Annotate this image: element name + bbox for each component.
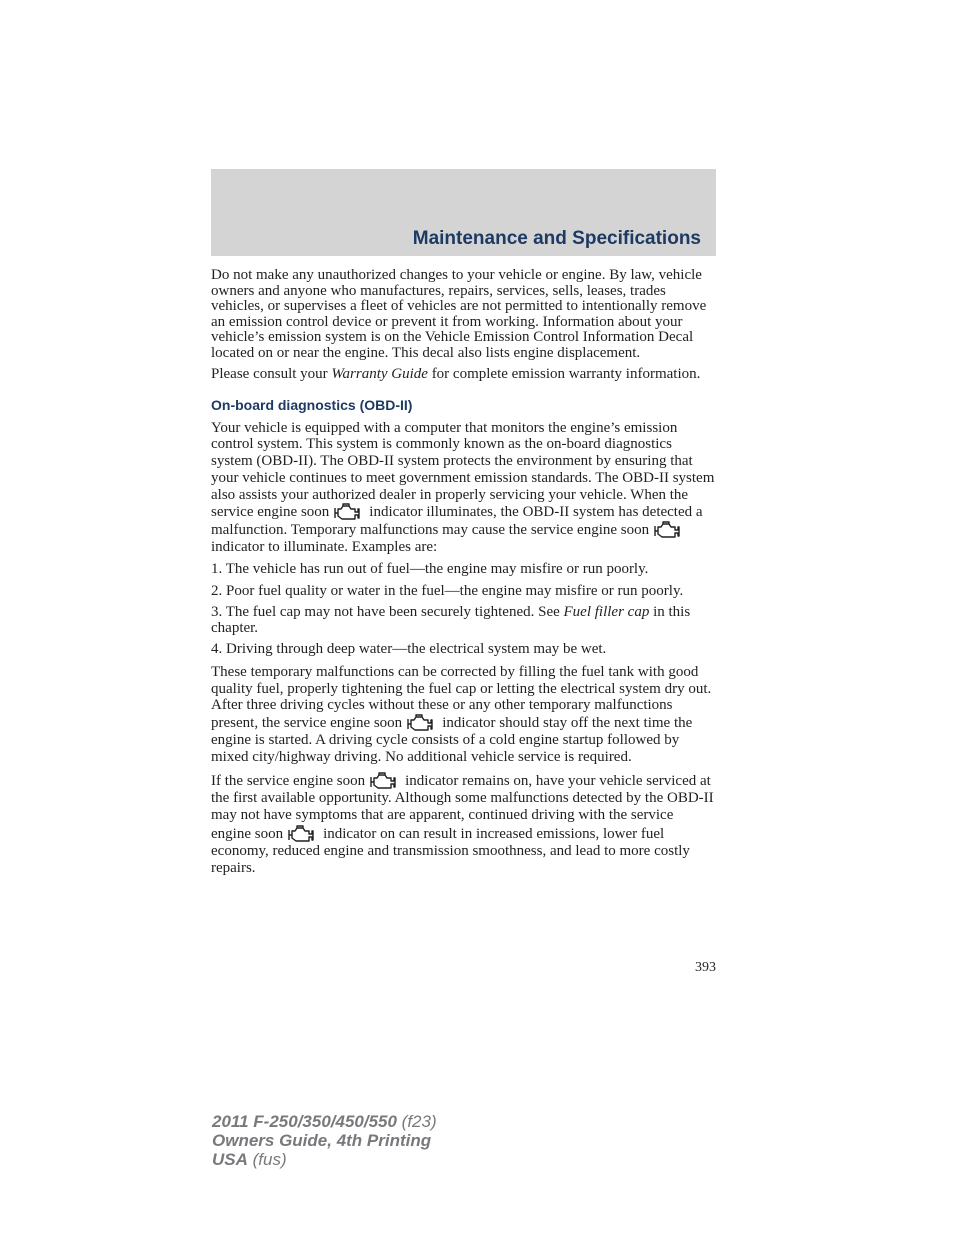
document-footer — [212, 1112, 437, 1169]
section-title: Maintenance and Specifications — [412, 228, 701, 249]
check-engine-icon — [331, 503, 361, 521]
example-item-2: 2. Poor fuel quality or water in the fuel—the engine may misfire or run poorly. — [211, 582, 684, 599]
obd-paragraph-2: These temporary malfunctions can be corrected by filling the fuel tank with good quality fuel, properly tightening the fuel cap or letting the electrical system dry out. After three driving cycles without these or any other temporary malfunctions present, the service engine soon indicator should stay off the next time the engine is started. A driving cycle consists of a cold engine startup followed by mixed city/highway driving. No additional vehicle service is required. — [211, 663, 712, 765]
footer-market-line: USA (fus) — [212, 1150, 287, 1169]
page-content — [211, 268, 716, 884]
footer-model-line: 2011 F-250/350/450/550 (f23) — [212, 1112, 437, 1131]
check-engine-icon — [404, 714, 434, 732]
section-header-band — [211, 169, 716, 256]
warranty-paragraph: Please consult your Warranty Guide for complete emission warranty information. — [211, 366, 701, 382]
warranty-guide-reference: Warranty Guide — [331, 366, 428, 382]
example-item-1: 1. The vehicle has run out of fuel—the engine may misfire or run poorly. — [211, 561, 649, 578]
check-engine-icon — [367, 772, 397, 790]
example-item-3: 3. The fuel cap may not have been securely tightened. See Fuel filler cap in this chapter. — [211, 604, 691, 636]
page-number: 393 — [695, 960, 716, 975]
fuel-filler-cap-reference: Fuel filler cap — [563, 604, 650, 621]
obd-heading: On-board diagnostics (OBD-II) — [211, 396, 413, 413]
check-engine-icon — [285, 825, 315, 843]
example-item-4: 4. Driving through deep water—the electrical system may be wet. — [211, 641, 607, 658]
intro-paragraph: Do not make any unauthorized changes to your vehicle or engine. By law, vehicle owners and anyone who manufactures, repairs, services, sells, leases, trades vehicles, or supervises a fleet of vehicles are not permitted to intentionally remove an emission control device or prevent it from working. Information about your vehicle’s emission system is on the Vehicle Emission Control Information Decal located on or near the engine. This decal also lists engine displacement. — [211, 267, 707, 361]
obd-paragraph-1: Your vehicle is equipped with a computer that monitors the engine’s emission control system. This system is commonly known as the on-board diagnostics system (OBD-II). The OBD-II system protects the environment by ensuring that your vehicle continues to meet government emission standards. The OBD-II system also assists your authorized dealer in properly servicing your vehicle. When the service engine soon indicator illuminates, the OBD-II system has detected a malfunction. Temporary malfunctions may cause the service engine soon indicator to illuminate. Examples are: — [211, 419, 715, 556]
obd-paragraph-3: If the service engine soon indicator remains on, have your vehicle serviced at the first available opportunity. Although some malfunctions detected by the OBD-II may not have symptoms that are apparent, continued driving with the service engine soon indicator on can result in increased emissions, lower fuel economy, reduced engine and transmission smoothness, and lead to more costly repairs. — [211, 772, 714, 877]
check-engine-icon — [651, 521, 681, 539]
footer-guide-line: Owners Guide, 4th Printing — [212, 1131, 432, 1150]
